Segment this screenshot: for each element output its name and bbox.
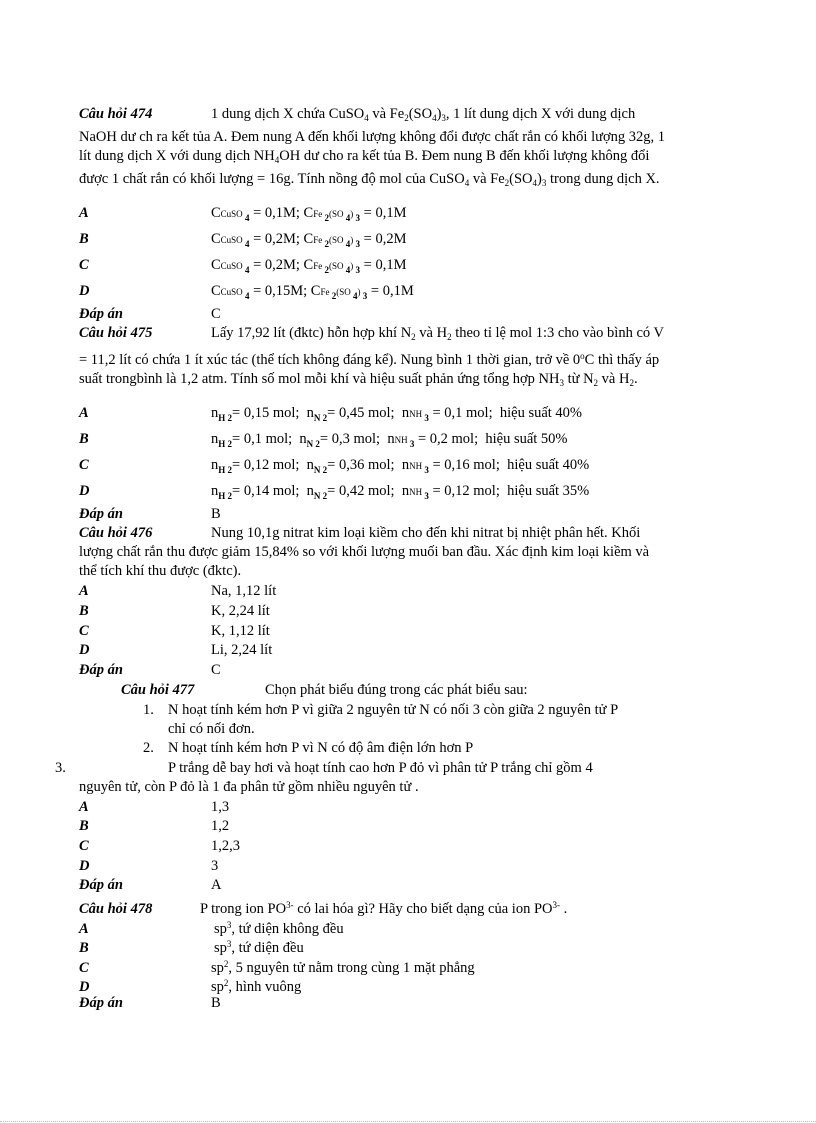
option-row: D 3 xyxy=(79,858,219,874)
question-474: Câu hỏi 474 1 dung dịch X chứa CuSO$_4$ và $Fe_2(SO_4)_3$, 1 lít dung dịch X với dung dịch NaOH dư ch ra kết tủa A. Đem nung A đến khối lượng không đổi được chất rắn có khối lượng 32g, 1 lít dung dịch X với dung dịch $NH_4OH$ dư cho ra kết tủa B. Đem nung B đến khối lượng không đổi được 1 chất rắn có khối lượng = 16g. Tính nồng độ mol của CuSO$_4$ và $Fe_2(SO_4)_3$ trong dung dịch X. xyxy=(79,106,666,188)
answer-row: Đáp án C xyxy=(79,662,221,678)
option-row: A Na, 1,12 lít xyxy=(79,583,277,599)
option-row: B $n_{H 2}= 0,1$ mol; $n_{N 2}= 0,3$ mol; nNH $_3$ = 0,2 mol; hiệu suất 50% xyxy=(79,431,568,449)
statement-2: 2. N hoạt tính kém hơn P vì N có độ âm điện lớn hơn P xyxy=(143,740,474,756)
option-row: A $sp^3$, tứ diện không đều xyxy=(79,920,344,937)
option-row: D Li, 2,24 lít xyxy=(79,642,273,658)
answer-row: Đáp án B xyxy=(79,506,221,522)
option-row: C 1,2,3 xyxy=(79,838,240,854)
option-row: B K, 2,24 lít xyxy=(79,603,270,619)
option-row: B 1,2 xyxy=(79,818,230,834)
option-row: C $sp^2$, 5 nguyên tử nằm trong cùng 1 mặt phẳng xyxy=(79,959,475,976)
question-label: Câu hỏi 476 xyxy=(79,525,153,541)
question-476: Câu hỏi 476 Nung 10,1g nitrat kim loại kiềm cho đến khi nitrat bị nhiệt phân hết. Khối lượng chất rắn thu được giảm 15,84% so với khối lượng muối ban đầu. Xác định kim loại kiềm và thể tích khí thu được (đktc). xyxy=(79,525,650,579)
statement-1: 1. N hoạt tính kém hơn P vì giữa 2 nguyên tử N có nối 3 còn giữa 2 nguyên tử P xyxy=(143,702,619,718)
question-478: Câu hỏi 478 P trong ion $PO^{3-}$ có lai hóa gì? Hãy cho biết dạng của ion $PO^{3-}$ . xyxy=(79,900,568,917)
answer-row: Đáp án C xyxy=(79,306,221,322)
statement-1-cont: chỉ có nối đơn. xyxy=(168,721,255,737)
question-475: Câu hỏi 475 Lấy 17,92 lít (đktc) hỗn hợp khí $N_2$ và $H_2$ theo tỉ lệ mol 1:3 cho vào bình có V = 11,2 lít có chứa 1 ít xúc tác (thể tích không đáng kể). Nung bình 1 thời gian, trở về 0$^o$C thì thấy áp suất trongbình là 1,2 atm. Tính số mol mỗi khí và hiệu suất phản ứng tổng hợp $NH_3$ từ $N_2$ và $H_2$. xyxy=(79,325,664,388)
option-row: A CCuSO $_4$ = 0,1M; CFe $_2$(SO $_4$) $_3$ = 0,1M xyxy=(79,205,407,223)
statement-3-cont: nguyên tử, còn P đỏ là 1 đa phân tử gồm nhiều nguyên tử . xyxy=(79,779,419,795)
option-row: C K, 1,12 lít xyxy=(79,623,270,639)
option-row: A $n_{H 2}= 0,15$ mol; $n_{N 2}= 0,45$ mol; nNH $_3$ = 0,1 mol; hiệu suất 40% xyxy=(79,405,583,423)
option-row: D CCuSO $_4$ = 0,15M; CFe $_2$(SO $_4$) $_3$ = 0,1M xyxy=(79,283,414,301)
question-label: Câu hỏi 474 xyxy=(79,106,153,122)
option-row: A 1,3 xyxy=(79,799,230,815)
page-bottom-divider xyxy=(0,1121,816,1122)
answer-row: Đáp án B xyxy=(79,995,221,1011)
answer-row: Đáp án A xyxy=(79,877,222,893)
option-row: B CCuSO $_4$ = 0,2M; CFe $_2$(SO $_4$) $_3$ = 0,2M xyxy=(79,231,407,249)
statement-3: 3. P trắng dễ bay hơi và hoạt tính cao hơn P đỏ vì phân tử P trắng chỉ gồm 4 xyxy=(55,760,593,776)
question-477-header: Câu hỏi 477 Chọn phát biểu đúng trong các phát biểu sau: xyxy=(121,682,528,698)
option-row: D $sp^2$, hình vuông xyxy=(79,978,302,995)
option-row: C CCuSO $_4$ = 0,2M; CFe $_2$(SO $_4$) $_3$ = 0,1M xyxy=(79,257,407,275)
option-row: D $n_{H 2}= 0,14$ mol; $n_{N 2}= 0,42$ mol; nNH $_3$ = 0,12 mol; hiệu suất 35% xyxy=(79,483,590,501)
option-row: B $sp^3$, tứ diện đều xyxy=(79,939,304,956)
option-row: C $n_{H 2}= 0,12$ mol; $n_{N 2}= 0,36$ mol; nNH $_3$ = 0,16 mol; hiệu suất 40% xyxy=(79,457,590,475)
question-label: Câu hỏi 475 xyxy=(79,325,153,341)
